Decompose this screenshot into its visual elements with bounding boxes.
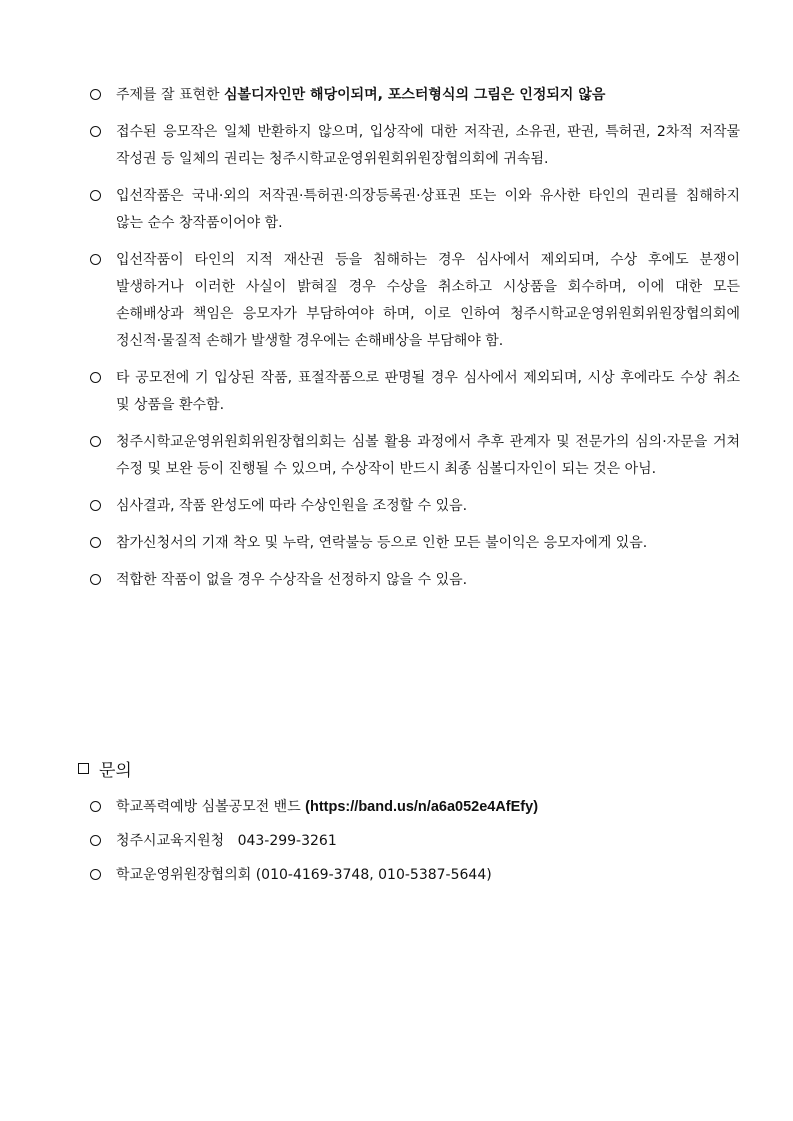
circle-bullet-icon xyxy=(90,801,101,812)
notes-list xyxy=(90,82,740,604)
note-text: 주제를 잘 표현한 xyxy=(116,87,225,103)
note-text: 입선작품은 국내·외의 저작권·특허권·의장등록권·상표권 또는 이와 유사한 타인의 권리를 침해하지 않는 순수 창작품이어야 함. xyxy=(116,188,740,231)
note-item xyxy=(90,429,740,483)
note-text: 청주시학교운영위원회위원장협의회는 심볼 활용 과정에서 추후 관계자 및 전문가의 심의·자문을 거쳐 수정 및 보완 등이 진행될 수 있으며, 수상작이 반드시 최종 심볼디자인이 되는 것은 아님. xyxy=(116,434,740,477)
circle-bullet-icon xyxy=(90,89,101,100)
note-item xyxy=(90,247,740,355)
circle-bullet-icon xyxy=(90,190,101,201)
contact-office xyxy=(90,829,740,853)
inquiry-heading xyxy=(78,756,132,781)
council-phones: (010-4169-3748, 010-5387-5644) xyxy=(255,867,492,883)
note-emphasis: 심볼디자인만 해당이되며, 포스터형식의 그림은 인정되지 않음 xyxy=(224,87,606,103)
circle-bullet-icon xyxy=(90,254,101,265)
contact-band xyxy=(90,795,740,819)
circle-bullet-icon xyxy=(90,372,101,383)
band-label: 학교폭력예방 심볼공모전 밴드 xyxy=(116,799,301,815)
note-text: 접수된 응모작은 일체 반환하지 않으며, 입상작에 대한 저작권, 소유권, 판권, 특허권, 2차적 저작물 작성권 등 일체의 권리는 청주시학교운영위원회위원장협의회에 귀속됨. xyxy=(116,124,740,167)
circle-bullet-icon xyxy=(90,126,101,137)
circle-bullet-icon xyxy=(90,869,101,880)
note-item xyxy=(90,530,740,557)
note-text: 심사결과, 작품 완성도에 따라 수상인원을 조정할 수 있음. xyxy=(116,498,468,514)
office-phone: 043-299-3261 xyxy=(237,833,337,849)
band-link[interactable]: (https://band.us/n/a6a052e4AfEfy) xyxy=(305,799,539,815)
circle-bullet-icon xyxy=(90,835,101,846)
note-item xyxy=(90,82,740,109)
circle-bullet-icon xyxy=(90,537,101,548)
contact-council xyxy=(90,863,740,887)
note-item xyxy=(90,365,740,419)
inquiry-title: 문의 xyxy=(99,761,132,781)
note-text: 입선작품이 타인의 지적 재산권 등을 침해하는 경우 심사에서 제외되며, 수상 후에도 분쟁이 발생하거나 이러한 사실이 밝혀질 경우 수상을 취소하고 시상품을 회수하며, 이에 대한 모든 손해배상과 책임은 응모자가 부담하여야 하며, 이로 인하여 청주시학교운영위원회위원장협의회에 정신적·물질적 손해가 발생할 경우에는 손해배상을 부담해야 함. xyxy=(116,252,740,349)
contact-list xyxy=(90,795,740,897)
note-item xyxy=(90,183,740,237)
note-item xyxy=(90,567,740,594)
circle-bullet-icon xyxy=(90,574,101,585)
circle-bullet-icon xyxy=(90,500,101,511)
circle-bullet-icon xyxy=(90,436,101,447)
council-label: 학교운영위원장협의회 xyxy=(116,867,252,883)
office-label: 청주시교육지원청 xyxy=(116,833,225,849)
note-text: 참가신청서의 기재 착오 및 누락, 연락불능 등으로 인한 모든 불이익은 응모자에게 있음. xyxy=(116,535,648,551)
note-text: 타 공모전에 기 입상된 작품, 표절작품으로 판명될 경우 심사에서 제외되며, 시상 후에라도 수상 취소 및 상품을 환수함. xyxy=(116,370,740,413)
note-text: 적합한 작품이 없을 경우 수상작을 선정하지 않을 수 있음. xyxy=(116,572,468,588)
note-item xyxy=(90,119,740,173)
note-item xyxy=(90,493,740,520)
square-bullet-icon xyxy=(78,763,89,774)
